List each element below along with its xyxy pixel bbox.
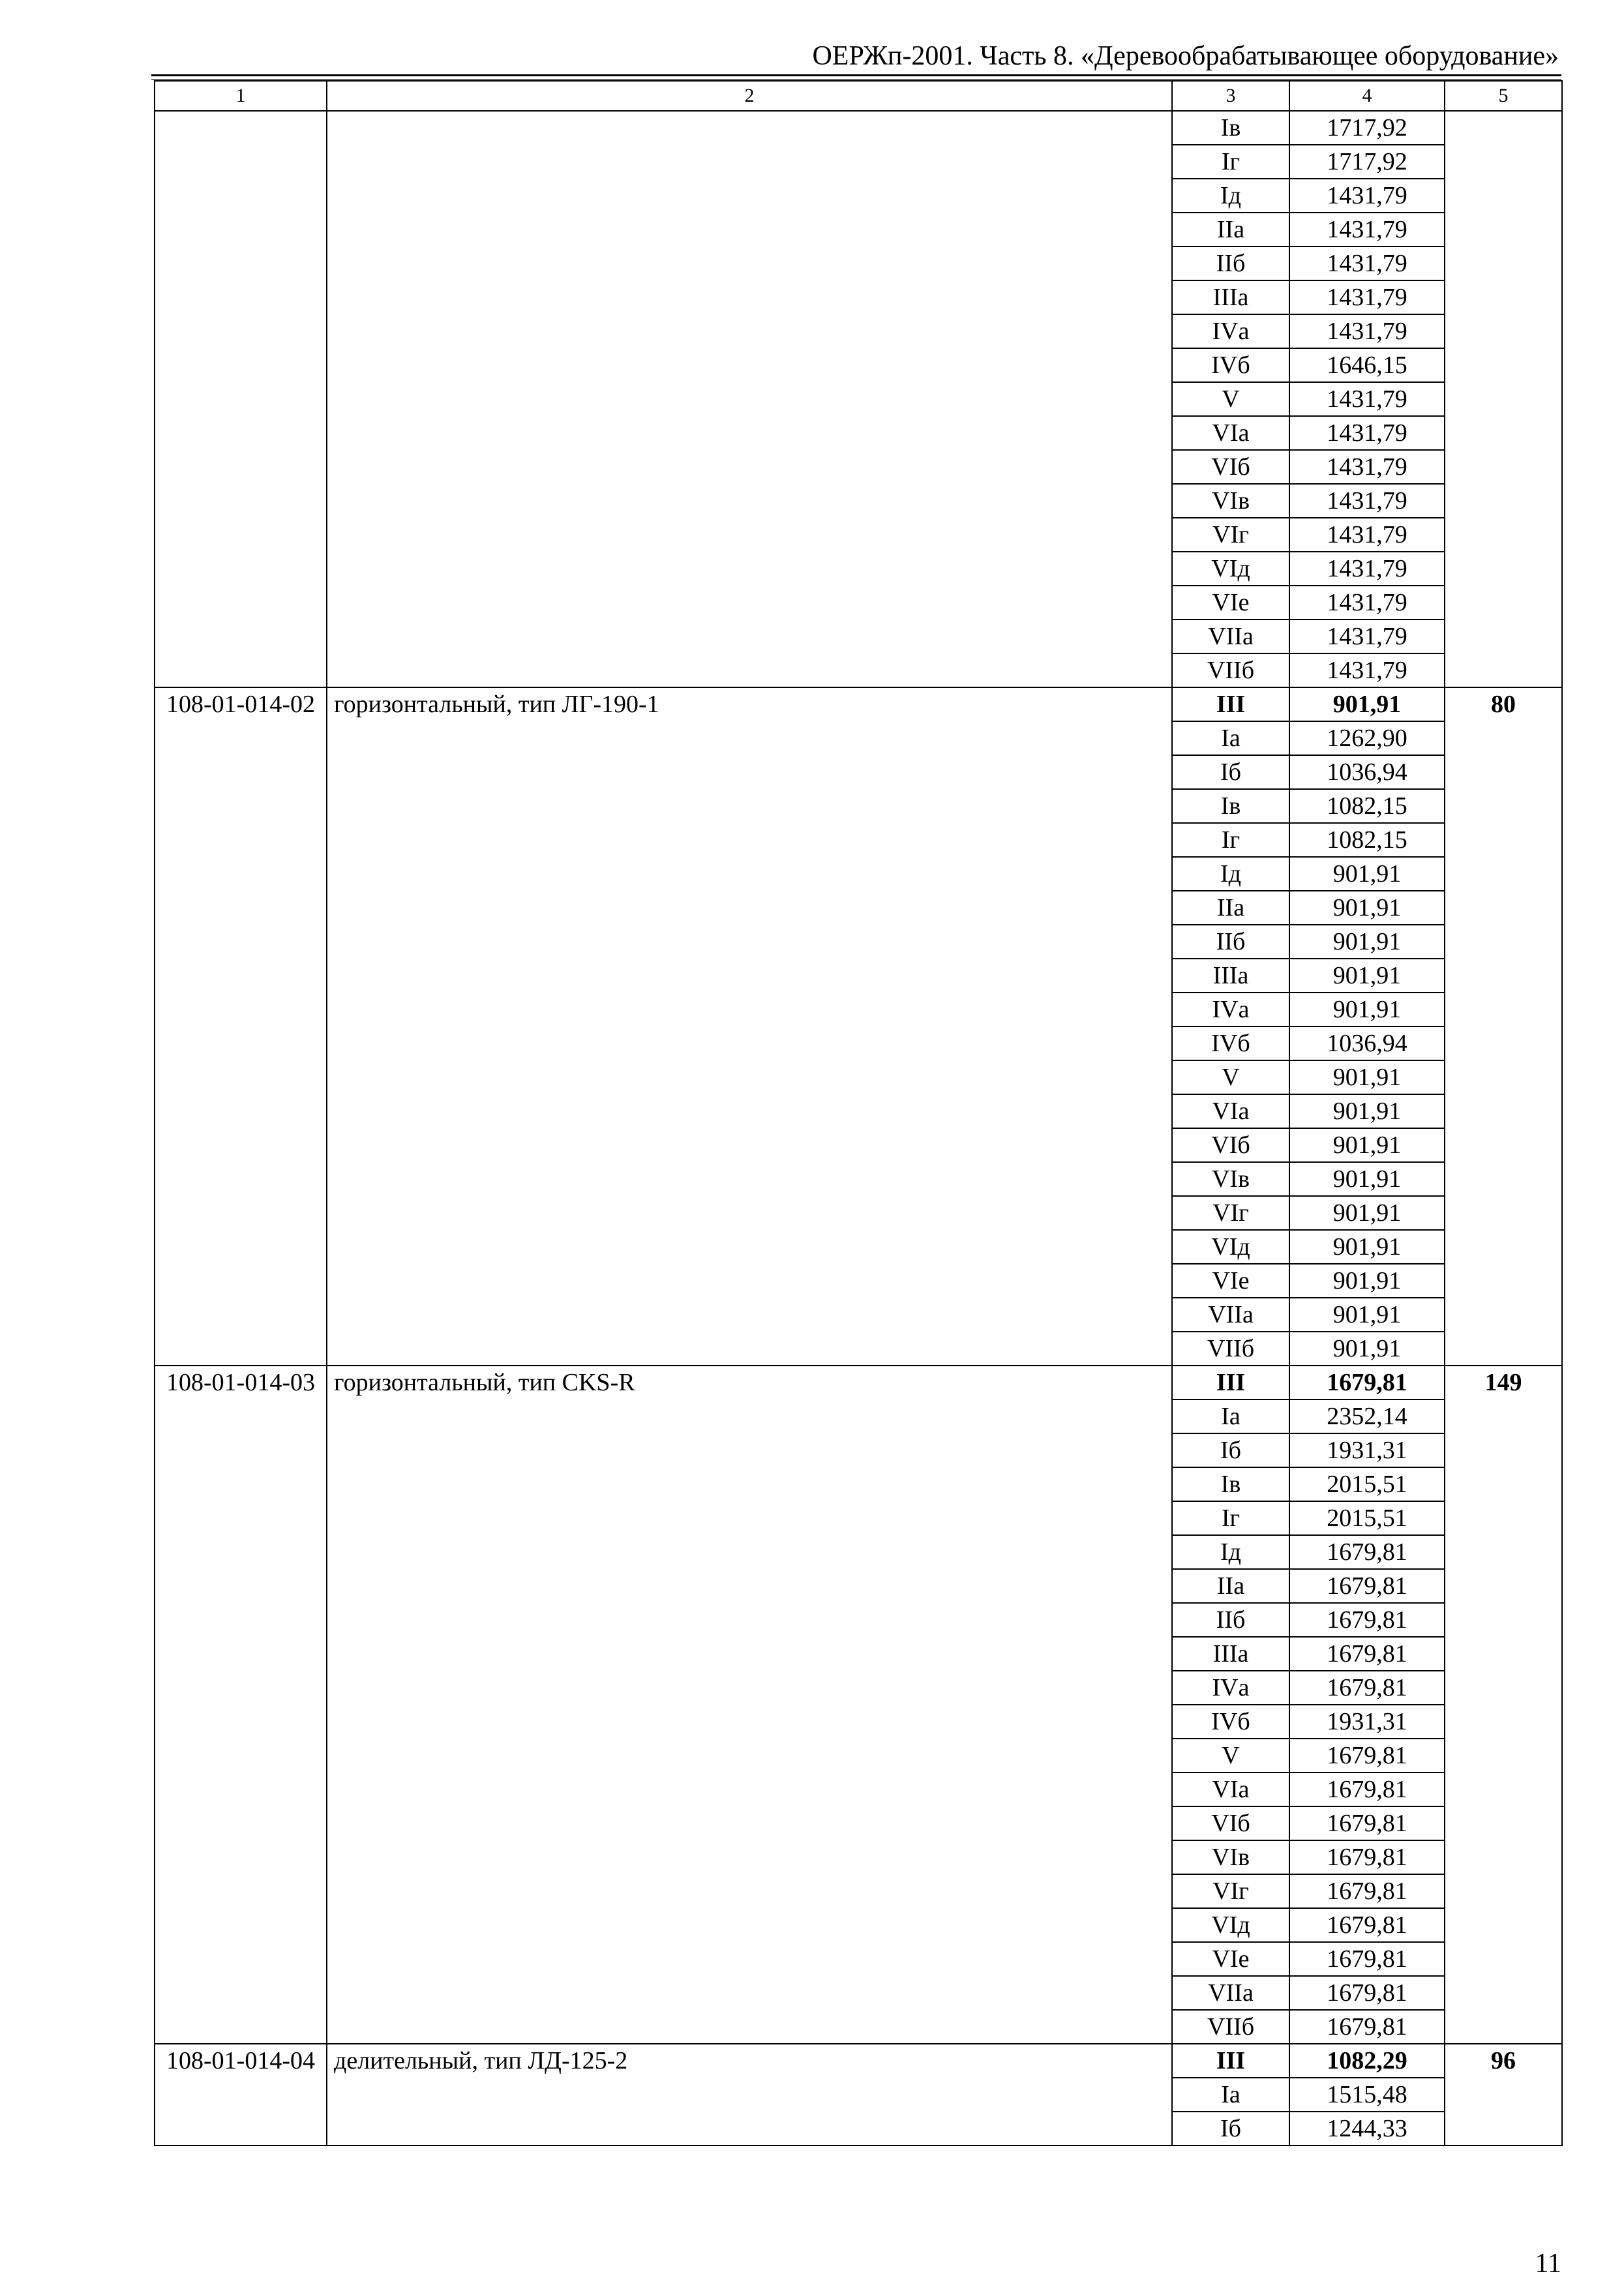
category-cell: Iв	[1172, 111, 1289, 145]
category-cell: VIIа	[1172, 620, 1289, 653]
price-cell: 1679,81	[1289, 1637, 1445, 1671]
price-cell: 901,91	[1289, 1094, 1445, 1128]
price-cell: 1679,81	[1289, 1942, 1445, 1976]
price-cell: 1717,92	[1289, 145, 1445, 179]
category-cell: VIб	[1172, 1128, 1289, 1162]
price-cell: 1431,79	[1289, 247, 1445, 280]
header-rule-thick	[151, 74, 1561, 76]
column-5-value: 149	[1445, 1366, 1562, 2044]
category-cell: IVа	[1172, 993, 1289, 1026]
price-cell: 1679,81	[1289, 1773, 1445, 1806]
price-cell: 1679,81	[1289, 2010, 1445, 2044]
equipment-description: делительный, тип ЛД-125-2	[327, 2044, 1172, 2146]
rate-code: 108-01-014-02	[155, 687, 327, 1366]
price-cell: 1431,79	[1289, 280, 1445, 314]
category-cell: Iд	[1172, 1535, 1289, 1569]
price-cell: 1679,81	[1289, 1739, 1445, 1773]
category-cell: VIд	[1172, 1908, 1289, 1942]
table-row	[155, 1366, 1562, 1399]
category-cell: Iг	[1172, 1501, 1289, 1535]
category-cell: VIд	[1172, 1230, 1289, 1264]
price-cell: 2352,14	[1289, 1399, 1445, 1433]
category-cell: IIа	[1172, 891, 1289, 925]
category-cell: VIа	[1172, 1773, 1289, 1806]
header-rule-thin	[151, 79, 1561, 80]
price-cell: 1679,81	[1289, 1806, 1445, 1840]
category-cell: VIг	[1172, 518, 1289, 552]
category-cell: IVб	[1172, 1705, 1289, 1739]
price-cell: 901,91	[1289, 925, 1445, 959]
category-cell: VIб	[1172, 450, 1289, 484]
category-cell: VIв	[1172, 484, 1289, 518]
equipment-description: горизонтальный, тип CKS-R	[327, 1366, 1172, 2044]
category-cell: IIб	[1172, 1603, 1289, 1637]
table-row	[155, 2044, 1562, 2078]
price-cell: 901,91	[1289, 1128, 1445, 1162]
price-cell: 1679,81	[1289, 1603, 1445, 1637]
price-cell: 901,91	[1289, 993, 1445, 1026]
category-cell: Iв	[1172, 789, 1289, 823]
category-cell: Iг	[1172, 145, 1289, 179]
rates-table	[154, 80, 1563, 2146]
category-cell: Iа	[1172, 721, 1289, 755]
column-5-value: 80	[1445, 687, 1562, 1366]
price-cell: 1646,15	[1289, 348, 1445, 382]
category-cell: VIIа	[1172, 1976, 1289, 2010]
category-cell: IIб	[1172, 925, 1289, 959]
price-cell: 2015,51	[1289, 1467, 1445, 1501]
category-cell: VIа	[1172, 1094, 1289, 1128]
price-cell: 901,91	[1289, 1230, 1445, 1264]
category-cell: VIб	[1172, 1806, 1289, 1840]
category-cell: Iб	[1172, 755, 1289, 789]
category-cell: III	[1172, 687, 1289, 721]
price-cell: 1082,29	[1289, 2044, 1445, 2078]
price-cell: 901,91	[1289, 857, 1445, 891]
category-cell: IIа	[1172, 213, 1289, 247]
price-cell: 1082,15	[1289, 823, 1445, 857]
rate-code: 108-01-014-03	[155, 1366, 327, 2044]
category-cell: VIа	[1172, 416, 1289, 450]
price-cell: 1431,79	[1289, 653, 1445, 687]
category-cell: III	[1172, 1366, 1289, 1399]
category-cell: VIIб	[1172, 653, 1289, 687]
page-number: 11	[1535, 2249, 1561, 2279]
column-number-1: 1	[155, 81, 327, 111]
category-cell: Iд	[1172, 857, 1289, 891]
category-cell: Iб	[1172, 2112, 1289, 2146]
category-cell: VIг	[1172, 1874, 1289, 1908]
category-cell: VIе	[1172, 586, 1289, 620]
category-cell: VIIб	[1172, 1332, 1289, 1366]
category-cell: VIIа	[1172, 1298, 1289, 1332]
price-cell: 1431,79	[1289, 552, 1445, 586]
rate-code: 108-01-014-04	[155, 2044, 327, 2146]
category-cell: III	[1172, 2044, 1289, 2078]
column-number-2: 2	[327, 81, 1172, 111]
price-cell: 1431,79	[1289, 518, 1445, 552]
price-cell: 1431,79	[1289, 213, 1445, 247]
category-cell: Iа	[1172, 1399, 1289, 1433]
price-cell: 1679,81	[1289, 1535, 1445, 1569]
price-cell: 901,91	[1289, 1196, 1445, 1230]
category-cell: VIв	[1172, 1162, 1289, 1196]
category-cell: VIIб	[1172, 2010, 1289, 2044]
price-cell: 901,91	[1289, 1162, 1445, 1196]
category-cell: VIе	[1172, 1942, 1289, 1976]
column-5-value	[1445, 111, 1562, 687]
category-cell: Iб	[1172, 1433, 1289, 1467]
table-row	[155, 111, 1562, 145]
price-cell: 1431,79	[1289, 484, 1445, 518]
category-cell: IIб	[1172, 247, 1289, 280]
price-cell: 1431,79	[1289, 314, 1445, 348]
table-row	[155, 687, 1562, 721]
page-header-title: ОЕРЖп-2001. Часть 8. «Деревообрабатывающее оборудование»	[812, 41, 1559, 71]
category-cell: IIа	[1172, 1569, 1289, 1603]
price-cell: 901,91	[1289, 959, 1445, 993]
category-cell: IIIа	[1172, 1637, 1289, 1671]
category-cell: Iг	[1172, 823, 1289, 857]
price-cell: 1717,92	[1289, 111, 1445, 145]
price-cell: 1679,81	[1289, 1366, 1445, 1399]
rates-table-body	[155, 81, 1562, 2146]
price-cell: 1244,33	[1289, 2112, 1445, 2146]
category-cell: VIд	[1172, 552, 1289, 586]
price-cell: 901,91	[1289, 1264, 1445, 1298]
price-cell: 1431,79	[1289, 586, 1445, 620]
column-number-row	[155, 81, 1562, 111]
category-cell: Iд	[1172, 179, 1289, 213]
price-cell: 1931,31	[1289, 1705, 1445, 1739]
category-cell: V	[1172, 1739, 1289, 1773]
category-cell: IIIа	[1172, 280, 1289, 314]
equipment-description: горизонтальный, тип ЛГ-190-1	[327, 687, 1172, 1366]
price-cell: 1431,79	[1289, 620, 1445, 653]
price-cell: 901,91	[1289, 891, 1445, 925]
price-cell: 901,91	[1289, 1060, 1445, 1094]
price-cell: 1431,79	[1289, 179, 1445, 213]
category-cell: V	[1172, 1060, 1289, 1094]
column-number-4: 4	[1289, 81, 1445, 111]
column-number-3: 3	[1172, 81, 1289, 111]
price-cell: 901,91	[1289, 1298, 1445, 1332]
category-cell: IVа	[1172, 1671, 1289, 1705]
price-cell: 1679,81	[1289, 1671, 1445, 1705]
category-cell: IVб	[1172, 348, 1289, 382]
price-cell: 1262,90	[1289, 721, 1445, 755]
category-cell: Iв	[1172, 1467, 1289, 1501]
price-cell: 2015,51	[1289, 1501, 1445, 1535]
price-cell: 1679,81	[1289, 1840, 1445, 1874]
price-cell: 1679,81	[1289, 1569, 1445, 1603]
category-cell: VIв	[1172, 1840, 1289, 1874]
price-cell: 1036,94	[1289, 755, 1445, 789]
price-cell: 901,91	[1289, 1332, 1445, 1366]
column-5-value: 96	[1445, 2044, 1562, 2146]
category-cell: Iа	[1172, 2078, 1289, 2112]
category-cell: IVа	[1172, 314, 1289, 348]
price-cell: 1431,79	[1289, 416, 1445, 450]
category-cell: IVб	[1172, 1026, 1289, 1060]
rate-code	[155, 111, 327, 687]
price-cell: 901,91	[1289, 687, 1445, 721]
price-cell: 1036,94	[1289, 1026, 1445, 1060]
price-cell: 1431,79	[1289, 450, 1445, 484]
category-cell: VIг	[1172, 1196, 1289, 1230]
price-cell: 1082,15	[1289, 789, 1445, 823]
price-cell: 1679,81	[1289, 1874, 1445, 1908]
price-cell: 1431,79	[1289, 382, 1445, 416]
price-cell: 1515,48	[1289, 2078, 1445, 2112]
price-cell: 1679,81	[1289, 1976, 1445, 2010]
price-cell: 1931,31	[1289, 1433, 1445, 1467]
category-cell: VIе	[1172, 1264, 1289, 1298]
column-number-5: 5	[1445, 81, 1562, 111]
category-cell: IIIа	[1172, 959, 1289, 993]
category-cell: V	[1172, 382, 1289, 416]
equipment-description	[327, 111, 1172, 687]
price-cell: 1679,81	[1289, 1908, 1445, 1942]
